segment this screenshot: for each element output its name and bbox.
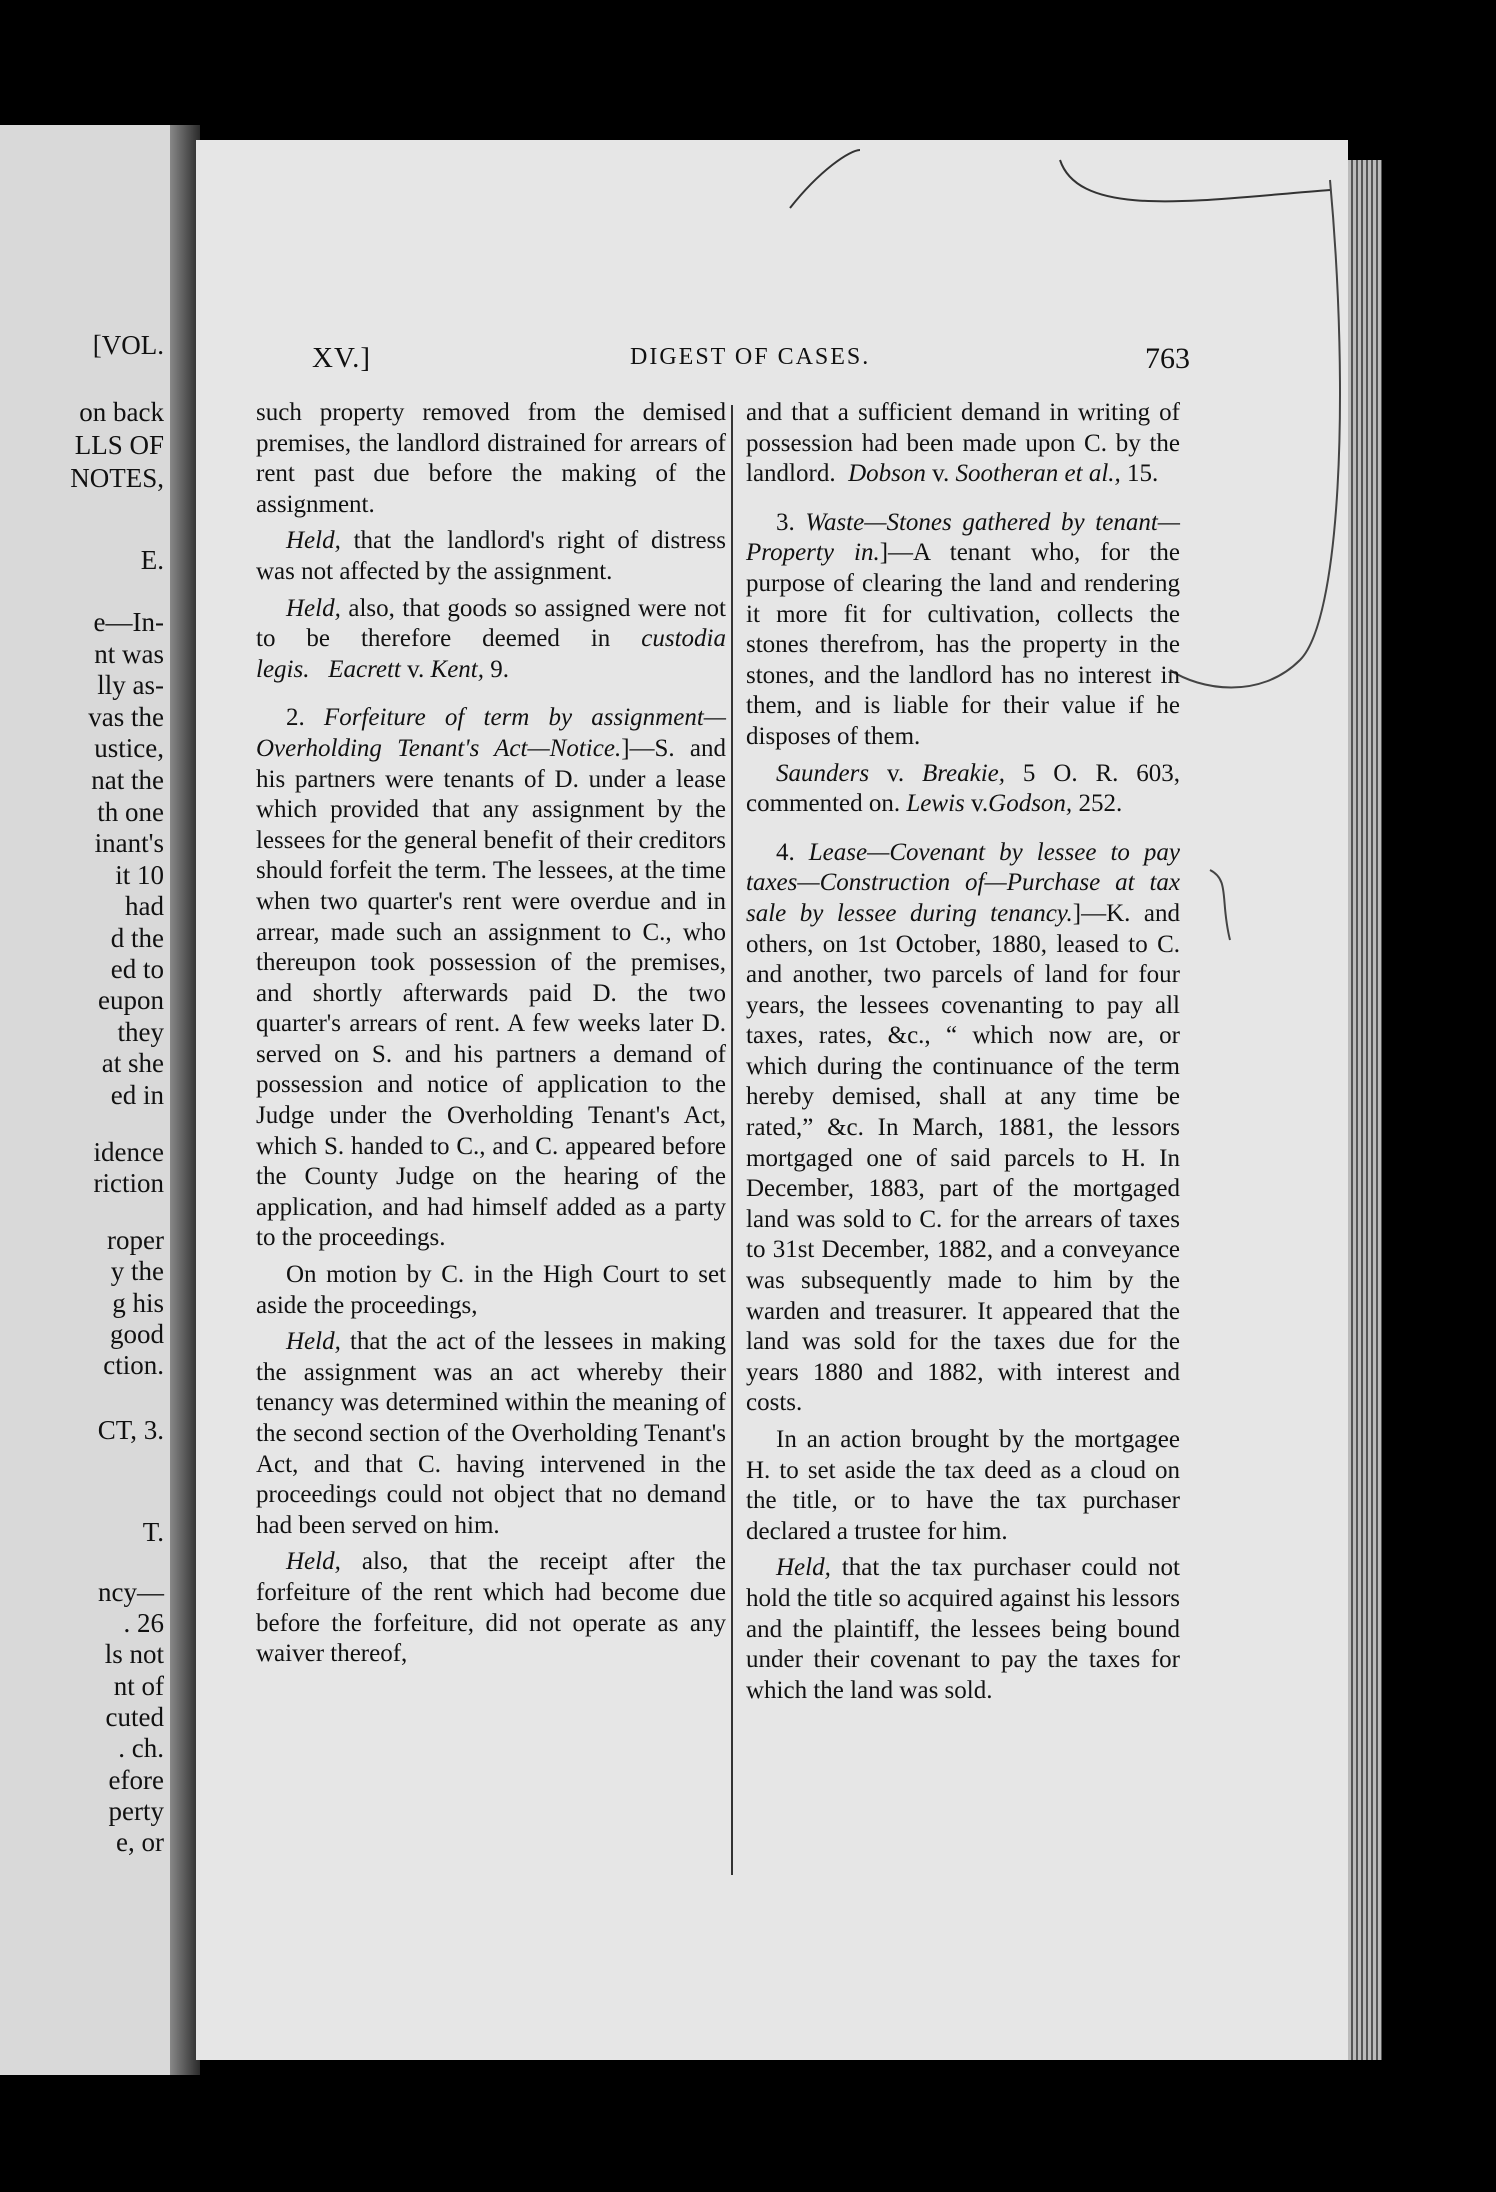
section-heading: Forfeiture of term by assignment—Overholding Tenant's Act—Notice. bbox=[256, 704, 726, 762]
case-name: Eacrett bbox=[328, 655, 401, 683]
text: and that a sufficient demand in writing of possession had been made upon C. by the landlord. bbox=[746, 399, 1180, 488]
facing-page-text: inant's bbox=[94, 828, 164, 858]
right-column bbox=[746, 398, 1180, 1712]
paragraph bbox=[256, 526, 726, 587]
facing-page-text: . 26 bbox=[123, 1608, 164, 1638]
facing-page-text: d the bbox=[110, 923, 164, 953]
case-name: Godson, bbox=[988, 790, 1073, 818]
facing-page-text: ction. bbox=[103, 1350, 164, 1380]
text: In an action brought by the mortgagee H. to set aside the tax deed as a cloud on the title, or to have the tax purchaser declared a trustee for him. bbox=[746, 1426, 1180, 1545]
facing-page-text: [VOL. bbox=[92, 330, 164, 360]
case-name: Kent, bbox=[430, 655, 484, 683]
facing-page-text: they bbox=[117, 1017, 164, 1047]
case-name: Dobson bbox=[848, 460, 926, 488]
paragraph bbox=[256, 594, 726, 686]
text: that the act of the lessees in making the assignment was an act whereby their tenancy was determined within the meaning of the second section of the Overholding Tenant's Act, and that C. having intervened in the proceedings could not object that no demand had been served on him. bbox=[256, 1328, 726, 1539]
text: ]—S. and his partners were tenants of D. under a lease which provided that any assignment by the lessees for the general benefit of their creditors should forfeit the term. The lessees, at the time when two quarter's rent were overdue and in arrear, made such an assignment to C., who thereupon took possession of the premises, and shortly afterwards paid D. the two quarter's arrears of rent. A few weeks later D. served on S. and his partners a demand of possession and notice of application to the Judge under the Overholding Tenant's Act, which S. handed to C., and C. appeared before the County Judge on the hearing of the application, and had himself added as a party to the proceedings. bbox=[256, 734, 727, 1252]
text: 5 O. R. 603, commented on. bbox=[746, 759, 1180, 818]
facing-page-text: ls not bbox=[104, 1639, 164, 1669]
facing-page-text: on back bbox=[79, 397, 164, 427]
facing-page-text: NOTES, bbox=[70, 463, 164, 493]
facing-page-text: ustice, bbox=[94, 733, 164, 763]
text: 9. bbox=[483, 655, 509, 683]
facing-page-text: ed in bbox=[110, 1080, 164, 1110]
facing-page-text: lly as- bbox=[97, 670, 164, 700]
facing-page-text: perty bbox=[108, 1796, 164, 1826]
volume-label: XV.] bbox=[312, 342, 372, 374]
facing-page-text: ncy— bbox=[98, 1577, 164, 1607]
facing-page-text: eupon bbox=[98, 985, 164, 1015]
case-name: Saunders bbox=[776, 759, 870, 787]
section-heading: Lease—Covenant by lessee to pay taxes—Construction of—Purchase at tax sale by lessee during tenancy. bbox=[746, 838, 1181, 927]
facing-page-text: . ch. bbox=[118, 1733, 164, 1763]
facing-page-text: at she bbox=[101, 1048, 164, 1078]
paragraph bbox=[746, 1553, 1180, 1706]
facing-page-text: efore bbox=[108, 1765, 164, 1795]
text: 252. bbox=[1072, 790, 1123, 818]
case-name: Lewis bbox=[906, 790, 965, 818]
paragraph bbox=[256, 1260, 726, 1321]
column-rule bbox=[731, 405, 733, 1875]
facing-page-text: cuted bbox=[105, 1702, 164, 1732]
text: such property removed from the demised premises, the landlord distrained for arrears of rent past due before the making of the assignment. bbox=[256, 399, 726, 518]
text: also, that goods so assigned were not to be therefore deemed in bbox=[256, 594, 726, 653]
facing-page-text: had bbox=[125, 891, 164, 921]
section-number: 2. bbox=[286, 704, 324, 732]
facing-page-text: nt was bbox=[94, 639, 164, 669]
running-head bbox=[300, 342, 1190, 382]
section-2 bbox=[256, 703, 726, 1254]
facing-page-text: th one bbox=[97, 797, 164, 827]
facing-page-text: it 10 bbox=[115, 860, 164, 890]
latin-term: custodia legis. bbox=[256, 625, 726, 683]
section-3 bbox=[746, 508, 1180, 753]
facing-page-text: idence bbox=[93, 1137, 164, 1167]
section-number: 3. bbox=[776, 508, 806, 536]
paragraph bbox=[746, 398, 1180, 490]
section-4 bbox=[746, 838, 1180, 1419]
text: v. bbox=[925, 460, 956, 488]
text: ]—A tenant who, for the purpose of clearing the land and rendering it more fit for cultivation, collects the stones therefrom, has the property in the stones, and the landlord has no interest in them, and is liable for their value if he disposes of them. bbox=[746, 539, 1180, 750]
text: that the tax purchaser could not hold the title so acquired against his lessors and the plaintiff, the lessees being bound under their covenant to pay the taxes for which the land was sold. bbox=[746, 1554, 1180, 1704]
facing-page-text: ed to bbox=[110, 954, 164, 984]
facing-page-text: LLS OF bbox=[74, 430, 164, 460]
case-name: Breakie, bbox=[921, 759, 1006, 787]
facing-page-text: y the bbox=[110, 1256, 164, 1286]
facing-page-text: nat the bbox=[91, 765, 164, 795]
held-label: Held, bbox=[286, 1328, 341, 1356]
facing-page-text: good bbox=[110, 1319, 164, 1349]
paragraph bbox=[256, 1547, 726, 1669]
paragraph bbox=[746, 759, 1180, 820]
text: On motion by C. in the High Court to set aside the proceedings, bbox=[256, 1261, 726, 1319]
facing-page-text: e, or bbox=[116, 1827, 164, 1857]
facing-page-text: CT, 3. bbox=[97, 1415, 164, 1445]
facing-page-text: e—In- bbox=[93, 607, 164, 637]
held-label: Held, bbox=[286, 594, 341, 622]
facing-page-text: g his bbox=[112, 1288, 164, 1318]
left-column bbox=[256, 398, 726, 1676]
text: v. bbox=[964, 790, 989, 818]
page-number: 763 bbox=[1145, 342, 1190, 375]
section-number: 4. bbox=[776, 838, 809, 866]
held-label: Held, bbox=[286, 1548, 341, 1576]
case-name: Sootheran et al., bbox=[955, 460, 1121, 488]
paragraph bbox=[256, 1327, 726, 1541]
held-label: Held, bbox=[286, 527, 341, 555]
facing-page-text: riction bbox=[93, 1168, 164, 1198]
text: ]—K. and others, on 1st October, 1880, leased to C. and another, two parcels of land for four years, the lessees covenanting to pay all taxes, rates, &c., “ which now are, or which during the continuance of the term hereby demised, shall at any time be rated,” &c. In March, 1881, the lessors mortgaged one of said parcels to H. In December, 1883, part of the mortgaged land was sold to C. for the arrears of taxes to 31st December, 1882, and a conveyance was subsequently made to him by the warden and treasurer. It appeared that the land was sold for the taxes due for the years 1880 and 1882, with interest and costs. bbox=[746, 899, 1180, 1417]
paragraph bbox=[746, 1425, 1180, 1547]
held-label: Held, bbox=[776, 1554, 831, 1582]
facing-page-text: T. bbox=[142, 1517, 164, 1547]
text: 15. bbox=[1120, 460, 1159, 488]
text: v. bbox=[869, 759, 922, 787]
text: that the landlord's right of distress was not affected by the assignment. bbox=[256, 527, 726, 585]
text: v. bbox=[400, 655, 431, 683]
paragraph bbox=[256, 398, 726, 520]
facing-page-text: E. bbox=[140, 545, 164, 575]
facing-page-text: roper bbox=[107, 1225, 164, 1255]
section-heading: Waste—Stones gathered by tenant—Property in. bbox=[746, 508, 1180, 567]
facing-page-text: nt of bbox=[113, 1671, 164, 1701]
text: also, that the receipt after the forfeiture of the rent which had become due before the forfeiture, did not operate as any waiver thereof, bbox=[256, 1548, 726, 1668]
facing-page-text: vas the bbox=[88, 702, 164, 732]
page-title: DIGEST OF CASES. bbox=[630, 344, 871, 370]
